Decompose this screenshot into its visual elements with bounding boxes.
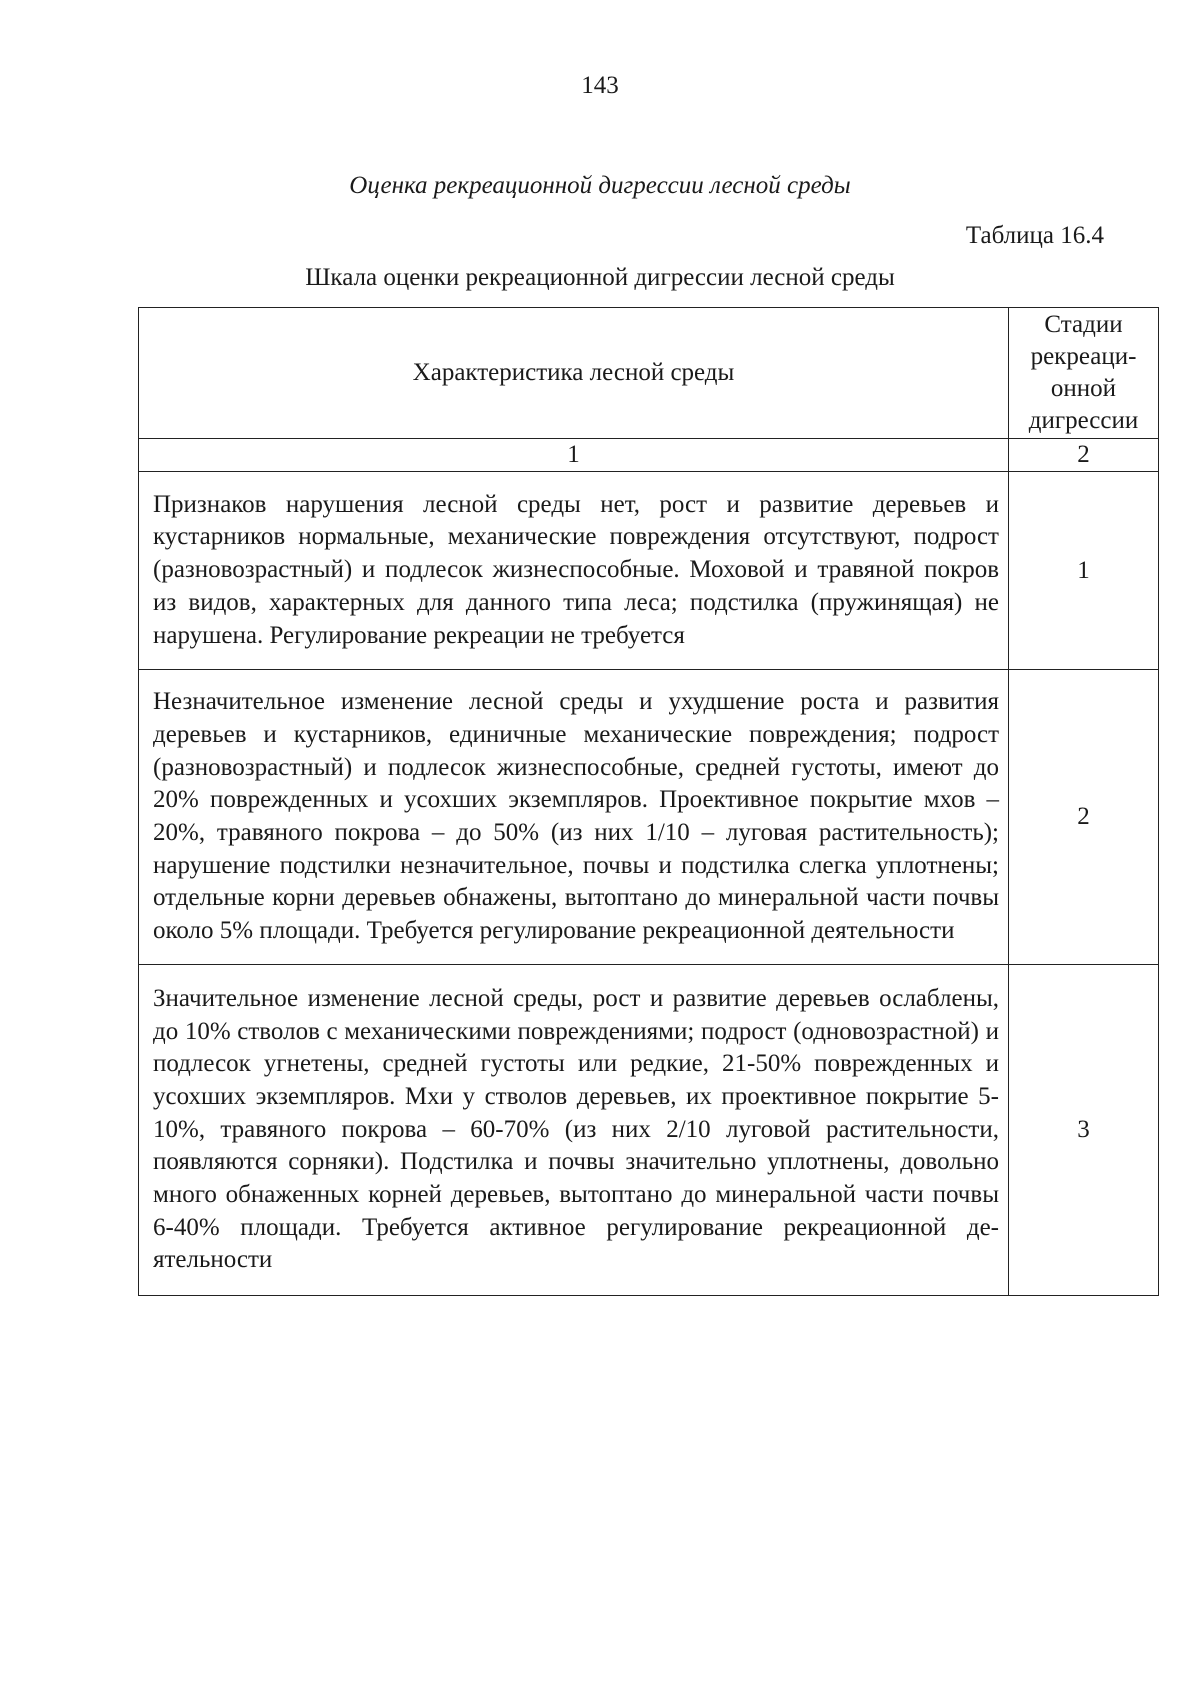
table-header-row <box>139 308 1159 439</box>
column-number-row <box>139 439 1159 472</box>
table-row <box>139 670 1159 965</box>
page-number: 143 <box>581 72 619 99</box>
table-caption: Шкала оценки рекреационной дигрессии лесной среды <box>305 264 895 291</box>
row-stage: 2 <box>1009 670 1159 965</box>
table-row <box>139 965 1159 1296</box>
column-number-2: 2 <box>1009 439 1159 472</box>
header-description: Характеристика лесной среды <box>139 308 1009 439</box>
row-description: Незначительное изменение лесной среды и ухудшение роста и развития деревьев и кустарников, единичные механические повреждения; подрост (разновозрастный) и подлесок жизнеспособные, средней густоты, имеют до 20% поврежденных и усохших экземпляров. Проективное покрытие мхов – 20%, травяного покрова – до 50% (из них 1/10 – луговая растительность); нарушение подстилки незначительное, почвы и подстилка слегка уплотнены; отдельные корни деревьев обнажены, вытоптано до минеральной части почвы около 5% площади. Требуется регулирование рекреационной деятельности <box>139 670 1009 965</box>
table-row <box>139 472 1159 670</box>
table-number: Таблица 16.4 <box>965 222 1104 249</box>
row-stage: 3 <box>1009 965 1159 1296</box>
column-number-1: 1 <box>139 439 1009 472</box>
section-title: Оценка рекреационной дигрессии лесной среды <box>349 172 851 199</box>
row-description: Значительное изменение лесной среды, рост и развитие деревьев ослаблены, до 10% стволов с механическими повреждениями; подрост (одновозрастной) и подлесок угнетены, средней густоты или редкие, 21-50% поврежденных и усохших экземпляров. Мхи у стволов деревьев, их проективное покрытие 5-10%, травяного покрова – 60-70% (из них 2/10 луговой растительности, появляются сорняки). Подстилка и почвы значительно уплотнены, довольно много обнаженных корней деревьев, вытоптано до минеральной части почвы 6-40% площади. Требуется активное регулирование рекреационной деятельности <box>139 965 1009 1296</box>
row-description: Признаков нарушения лесной среды нет, рост и развитие деревьев и кустарников нормальные, механические повреждения отсутствуют, подрост (разновозрастный) и подлесок жизнеспособные. Моховой и травяной покров из видов, характерных для данного типа леса; подстилка (пружинящая) не нарушена. Регулирование рекреации не требуется <box>139 472 1009 670</box>
header-stage: Стадии рекреаци- онной дигрессии <box>1009 308 1159 439</box>
row-stage: 1 <box>1009 472 1159 670</box>
digression-scale-table <box>138 307 1159 1296</box>
